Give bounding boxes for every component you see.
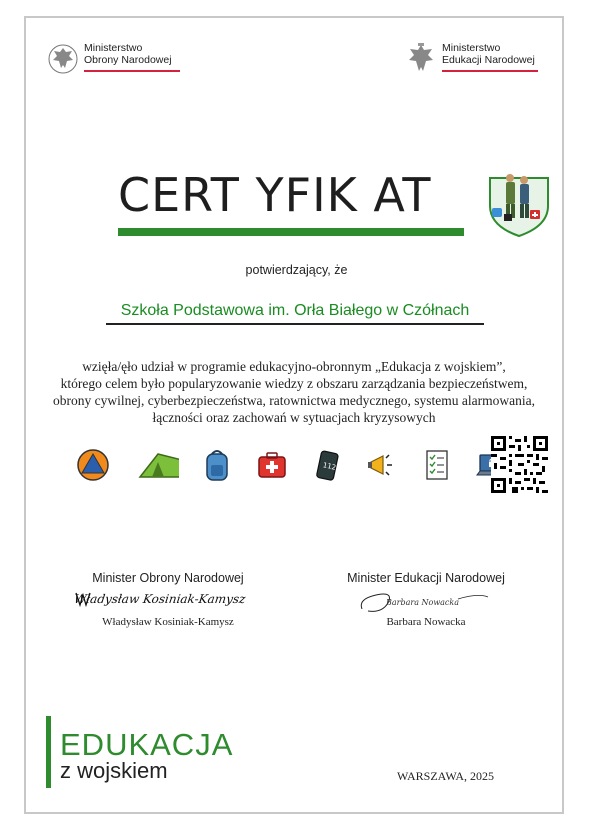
signatory-name: Barbara Nowacka (386, 616, 466, 628)
body-line: obrony cywilnej, cyberbezpieczeństwa, ratownictwa medycznego, systemu alarmowania, (52, 393, 536, 408)
handwritten-signature-education (328, 585, 524, 617)
title-underline (118, 228, 464, 236)
tent-icon (131, 448, 179, 482)
qr-code-icon (491, 436, 548, 493)
body-line: którego celem było popularyzowanie wiedzy z obszaru zarządzania bezpieczeństwem, (60, 376, 528, 391)
logo-line2: z wojskiem (60, 758, 168, 783)
megaphone-icon (365, 448, 399, 482)
signature-script: Władysław Kosiniak-Kamysz (73, 592, 247, 606)
ministry-defense-line1: Ministerstwo (84, 42, 143, 54)
emergency-phone-112-icon (310, 448, 344, 482)
ministry-defense-line2: Obrony Narodowej (84, 54, 172, 66)
topic-icons-row (76, 448, 509, 482)
edukacja-z-wojskiem-logo (60, 727, 234, 783)
ministry-education-header (406, 42, 538, 76)
ministry-defense-header (48, 42, 180, 76)
body-line: wzięła/ęło udział w programie edukacyjno-obronnym „Edukacja z wojskiem”, (82, 359, 506, 374)
confirming-text: potwierdzający, że (245, 263, 348, 277)
signatory-name: Władysław Kosiniak-Kamysz (102, 616, 234, 628)
ministry-education-line2: Edukacji Narodowej (442, 54, 535, 66)
place-date: WARSZAWA, 2025 (397, 769, 495, 783)
school-underline (106, 323, 484, 325)
svg-text:112: 112 (322, 461, 337, 472)
ministry-education-line1: Ministerstwo (442, 42, 501, 54)
checklist-icon (420, 448, 454, 482)
soldiers-shield-illustration (484, 168, 554, 238)
eagle-emblem-icon (406, 42, 436, 76)
backpack-icon (200, 448, 234, 482)
signature-title: Minister Obrony Narodowej (92, 571, 244, 585)
eagle-emblem-icon (48, 42, 78, 76)
civil-defense-icon (76, 448, 110, 482)
flag-stripe (442, 69, 538, 72)
signature-script: Barbara Nowacka (386, 598, 460, 607)
school-name: Szkoła Podstawowa im. Orła Białego w Czółnach (120, 302, 470, 319)
signature-title: Minister Edukacji Narodowej (347, 571, 505, 585)
signature-block-education (328, 571, 524, 628)
flag-stripe (84, 69, 180, 72)
handwritten-signature-defense (70, 585, 266, 611)
certificate-body (24, 358, 564, 426)
signature-block-defense (70, 571, 266, 628)
logo-line1: EDUKACJA (60, 727, 234, 762)
body-line: łączności oraz zachowań w sytuacjach kryzysowych (152, 410, 436, 425)
certificate-title: CERT YFIK AT (118, 168, 432, 222)
first-aid-kit-icon (255, 448, 289, 482)
logo-bar (46, 716, 51, 788)
